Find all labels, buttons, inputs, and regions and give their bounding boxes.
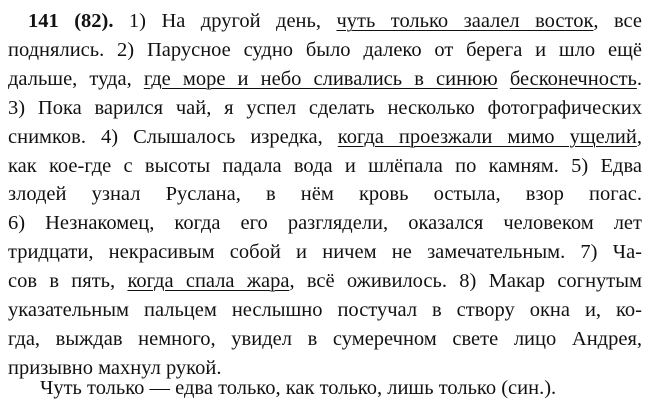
synonym-note: Чуть только — едва только, как только, лишь только (син.).	[40, 377, 557, 399]
text-segment: указательным пальцем неслышно постучал в створу окна и, ко-	[8, 299, 642, 321]
text-segment: снимков. 4) Слышалось изредка,	[8, 125, 338, 148]
text-line	[8, 94, 642, 123]
text-segment: сов в пять,	[8, 270, 128, 293]
text-line	[8, 36, 642, 65]
underlined-clause: бесконечность	[509, 67, 637, 90]
text-line	[8, 180, 642, 209]
underlined-clause: когда спала жара	[127, 270, 290, 293]
text-line	[8, 123, 642, 152]
text-segment: 1) На другой день,	[113, 10, 337, 32]
text-line	[8, 267, 642, 296]
text-segment: тридцати, некрасивым собой и ничем не замечательным. 7) Ча-	[8, 241, 642, 264]
text-line	[8, 325, 642, 354]
text-segment: ,	[636, 125, 642, 148]
text-segment: как кое-где с высоты падала вода и шлёпала по камням. 5) Едва	[8, 154, 642, 177]
text-line	[8, 152, 642, 181]
underlined-clause: когда проезжали мимо ущелий	[337, 125, 637, 148]
text-segment	[498, 68, 510, 90]
text-segment: , всё оживилось. 8) Макар согнутым	[289, 270, 642, 293]
text-segment: дальше, туда,	[8, 67, 144, 90]
text-segment: поднялись. 2) Парусное судно было далеко от берега и шло ещё	[8, 38, 642, 61]
text-line	[8, 65, 642, 94]
text-segment: призывно махнул рукой.	[8, 356, 222, 379]
text-line	[8, 238, 642, 267]
text-segment: .	[636, 67, 642, 90]
text-segment: гда, выждав немного, увидел в сумеречном свете лицо Андрея,	[8, 327, 642, 350]
text-segment: , все	[593, 10, 643, 32]
text-segment: злодей узнал Руслана, в нём кровь остыла, взор погас.	[8, 183, 642, 206]
text-segment: 3) Пока варился чай, я успел сделать несколько фотографических	[8, 96, 642, 119]
text-segment: 6) Незнакомец, когда его разглядели, оказался человеком лет	[8, 212, 642, 235]
exercise-number: 141 (82).	[28, 10, 114, 32]
text-line	[8, 209, 642, 238]
text-line	[8, 296, 642, 325]
text-line	[28, 7, 642, 36]
underlined-clause: чуть только заалел восток	[336, 10, 594, 32]
underlined-clause: где море и небо сливались в синюю	[143, 67, 498, 90]
